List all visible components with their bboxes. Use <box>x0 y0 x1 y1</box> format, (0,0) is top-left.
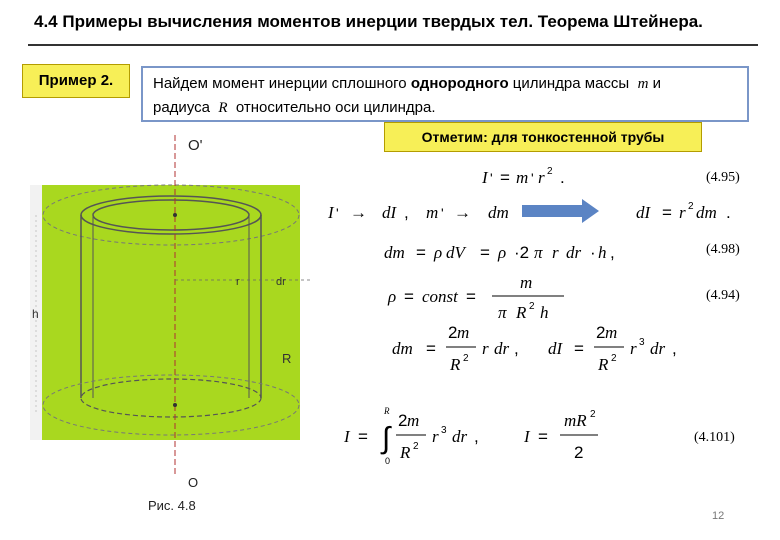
svg-text:': ' <box>441 205 444 221</box>
svg-text:I: I <box>524 427 530 446</box>
svg-text:dm: dm <box>488 203 509 222</box>
svg-text:dr: dr <box>494 339 510 358</box>
equation-substitution <box>322 196 752 228</box>
svg-text:ρ: ρ <box>498 243 507 262</box>
eq-number-4-95: (4.95) <box>706 170 740 185</box>
svg-text:ρ: ρ <box>388 287 397 306</box>
svg-text:m: m <box>457 323 470 342</box>
svg-text:=: = <box>574 339 584 358</box>
svg-text:R: R <box>384 406 390 416</box>
svg-text:r: r <box>552 243 559 262</box>
svg-text:=: = <box>662 203 672 222</box>
svg-text:3: 3 <box>441 425 447 436</box>
svg-text:·2: ·2 <box>514 243 530 262</box>
svg-text:π: π <box>498 303 507 322</box>
arrow-right-icon <box>572 199 599 223</box>
svg-text:r: r <box>630 339 637 358</box>
svg-text:': ' <box>490 170 493 186</box>
equation-dm-dI <box>388 320 708 376</box>
svg-text:=: = <box>426 339 436 358</box>
svg-text:R: R <box>400 443 411 462</box>
R-label: R <box>282 351 292 366</box>
svg-text:2: 2 <box>596 323 606 342</box>
svg-text:R: R <box>598 355 609 374</box>
example-label: Пример 2. <box>22 64 130 98</box>
svg-text:2: 2 <box>398 411 408 430</box>
task-text-5: относительно оси цилиндра. <box>231 99 436 116</box>
svg-text:2: 2 <box>547 166 553 177</box>
svg-text:=: = <box>358 427 368 446</box>
svg-text:R: R <box>450 355 461 374</box>
svg-text:': ' <box>336 205 339 221</box>
equation-4-101 <box>340 402 640 468</box>
task-text-3: и <box>648 75 661 92</box>
svg-text:,: , <box>672 339 677 358</box>
eq-number-4-101: (4.101) <box>694 430 735 445</box>
slide-title: 4.4 Примеры вычисления моментов инерции твердых тел. Теорема Штейнера. <box>34 12 703 31</box>
figure-caption: Рис. 4.8 <box>148 498 196 513</box>
svg-text:2: 2 <box>413 441 419 452</box>
svg-text:dr: dr <box>650 339 666 358</box>
svg-text:mR: mR <box>564 411 587 430</box>
svg-text:=: = <box>466 287 476 306</box>
svg-text:∫: ∫ <box>382 422 391 455</box>
cylinder-figure <box>20 130 340 520</box>
svg-text:': ' <box>531 170 534 186</box>
svg-text:dI: dI <box>382 203 397 222</box>
task-text-bold: однородного <box>410 75 509 92</box>
svg-text:dm: dm <box>384 243 405 262</box>
svg-text:=: = <box>538 427 548 446</box>
svg-text:2: 2 <box>529 301 535 312</box>
svg-text:I: I <box>344 427 350 446</box>
svg-text:h: h <box>598 243 607 262</box>
title-divider <box>28 44 758 46</box>
svg-text:h: h <box>540 303 549 322</box>
svg-text:dr: dr <box>566 243 582 262</box>
svg-text:,: , <box>610 243 615 262</box>
svg-text:dm: dm <box>392 339 413 358</box>
svg-text:3: 3 <box>639 337 645 348</box>
arrow-right-body <box>522 205 572 217</box>
task-text-1: Найдем момент инерции сплошного <box>153 75 411 92</box>
bottom-center-point <box>173 403 177 407</box>
svg-text:2: 2 <box>590 409 596 420</box>
note-label: Отметим: для тонкостенной трубы <box>384 122 702 152</box>
axis-top-label: O' <box>188 137 203 154</box>
eq-number-4-98: (4.98) <box>706 242 740 257</box>
svg-text:,: , <box>474 427 479 446</box>
equation-4-98 <box>380 236 650 266</box>
svg-text:→: → <box>454 203 471 222</box>
svg-text:2: 2 <box>611 353 617 364</box>
svg-text:m: m <box>605 323 618 342</box>
svg-text:,: , <box>404 203 409 222</box>
dr-label: dr <box>276 276 286 288</box>
svg-text:=: = <box>500 168 510 187</box>
svg-text:R: R <box>516 303 527 322</box>
svg-text:π: π <box>534 243 543 262</box>
svg-text:2: 2 <box>688 201 694 212</box>
svg-text:0: 0 <box>385 456 391 466</box>
svg-text:dm: dm <box>696 203 717 222</box>
svg-text:I: I <box>328 203 334 222</box>
svg-text:const: const <box>422 287 458 306</box>
page-number: 12 <box>712 510 725 522</box>
svg-text:→: → <box>350 203 367 222</box>
equation-4-94 <box>384 268 584 324</box>
svg-text:.: . <box>726 203 731 222</box>
svg-text:r: r <box>482 339 489 358</box>
svg-text:.: . <box>560 168 565 187</box>
h-label: h <box>32 307 39 321</box>
svg-text:dI: dI <box>636 203 651 222</box>
svg-text:ρ: ρ <box>434 243 443 262</box>
svg-text:m: m <box>520 273 533 292</box>
svg-text:I: I <box>482 168 488 187</box>
svg-text:·: · <box>590 243 596 262</box>
svg-text:dr: dr <box>452 427 468 446</box>
svg-text:,: , <box>514 339 519 358</box>
axis-bottom-label: O <box>188 475 199 490</box>
task-statement <box>141 66 749 122</box>
svg-text:2: 2 <box>463 353 469 364</box>
task-text-2: цилиндра массы <box>508 75 634 92</box>
equation-4-95 <box>476 160 586 190</box>
svg-text:dI: dI <box>548 339 563 358</box>
radius-symbol: R <box>218 100 228 116</box>
svg-text:=: = <box>416 243 426 262</box>
svg-text:r: r <box>679 203 686 222</box>
eq-number-4-94: (4.94) <box>706 288 740 303</box>
svg-text:m: m <box>407 411 420 430</box>
svg-text:dV: dV <box>446 243 465 262</box>
svg-text:r: r <box>538 168 545 187</box>
svg-text:r: r <box>432 427 439 446</box>
svg-text:=: = <box>404 287 414 306</box>
svg-text:2: 2 <box>448 323 458 342</box>
svg-text:m: m <box>516 168 529 187</box>
r-label: r <box>236 276 240 288</box>
top-center-point <box>173 213 177 217</box>
svg-text:2: 2 <box>574 443 584 462</box>
svg-text:=: = <box>480 243 490 262</box>
task-text-4: радиуса <box>153 99 215 116</box>
mass-symbol: m <box>637 76 649 92</box>
svg-text:m: m <box>426 203 439 222</box>
